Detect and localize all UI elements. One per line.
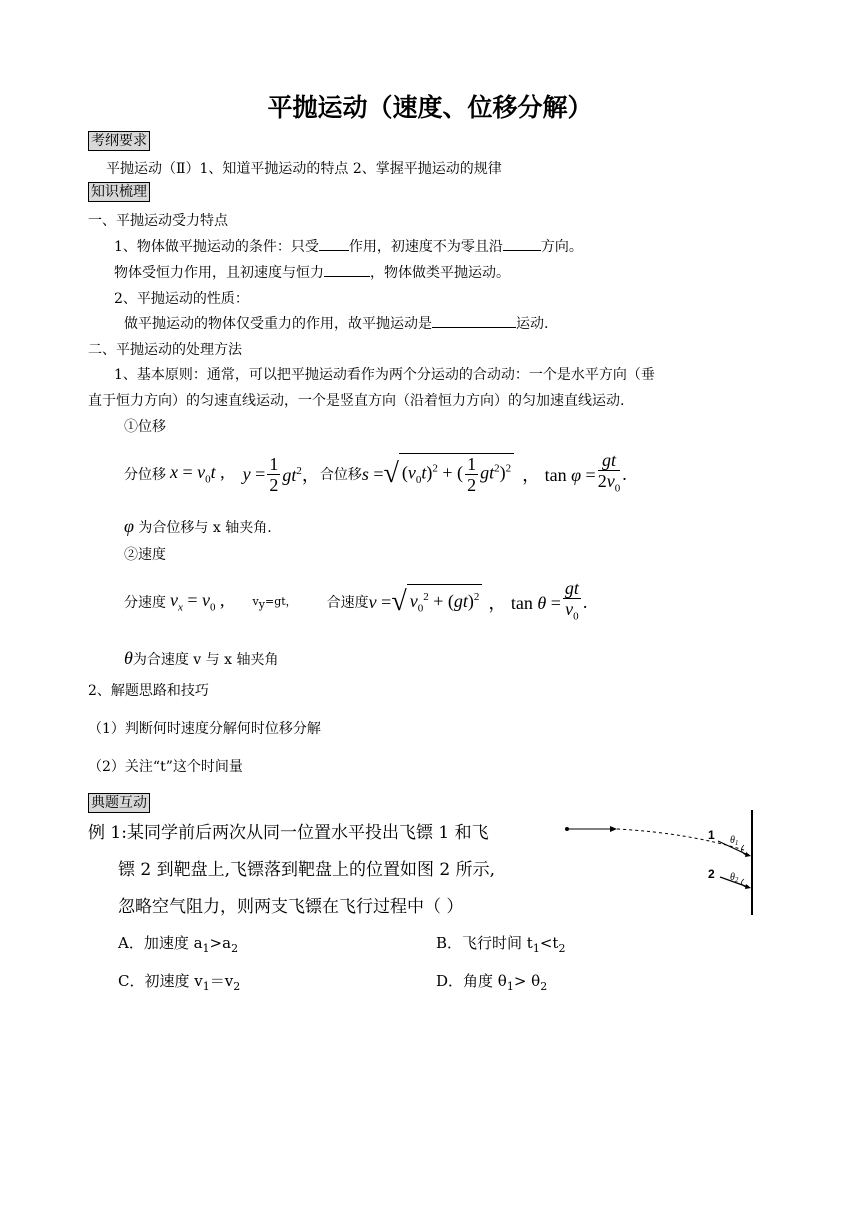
velocity-formula: 分速度 $v_x = v_0$ , $v_y=gt$， 合速度 v = √ $v_0^2 + (gt)^2$ ， tan θ = $\frac{gt}{v_0}$ .: [124, 577, 588, 623]
page-title: 平抛运动（速度、位移分解）: [267, 93, 593, 122]
option-c: C．初速度 $v_1=v_2$: [118, 972, 241, 993]
example-question-line-2: 镖 2 到靶盘上,飞镖落到靶盘上的位置如图 2 所示,: [118, 860, 496, 880]
trajectory-curve: [617, 829, 747, 851]
velocity-note: θ为合速度 v 与 x 轴夹角: [124, 648, 279, 668]
figure-theta-1: $\theta_1$: [730, 835, 739, 847]
tips-heading: 2、解题思路和技巧: [88, 683, 209, 699]
velocity-heading: ②速度: [124, 547, 166, 563]
dart-figure: [560, 805, 760, 920]
section-label-examples: 典题互动: [88, 793, 150, 813]
option-a: A．加速度 $a_1>a_2$: [118, 934, 239, 955]
tip-item-2: （2）关注“t”这个时间量: [88, 759, 243, 775]
requirements-text: 平抛运动（Ⅱ）1、知道平抛运动的特点 2、掌握平抛运动的规律: [106, 161, 502, 177]
knowledge-heading-1: 一、平抛运动受力特点: [88, 213, 228, 229]
knowledge-heading-2: 二、平抛运动的处理方法: [88, 342, 242, 358]
section-label-knowledge: 知识梳理: [88, 182, 150, 202]
class-projectile-line: 物体受恒力作用，且初速度与恒力 ，物体做类平抛运动。: [114, 262, 510, 282]
figure-label-1: 1: [708, 828, 715, 842]
nature-line: 做平抛运动的物体仅受重力的作用，故平抛运动是 运动.: [124, 313, 548, 333]
nature-heading: 2、平抛运动的性质：: [114, 291, 249, 307]
displacement-heading: ①位移: [124, 419, 166, 435]
principle-line-2: 直于恒力方向）的匀速直线运动，一个是竖直方向（沿着恒力方向）的匀加速直线运动.: [88, 393, 625, 409]
example-question-line-1: 例 1:某同学前后两次从同一位置水平投出飞镖 1 和飞: [88, 823, 489, 843]
condition-line: 1、物体做平抛运动的条件：只受 作用，初速度不为零且沿 方向。: [114, 236, 583, 256]
option-b: B．飞行时间 $t_1<t_2$: [436, 934, 566, 955]
figure-theta-2: $\theta_2$: [730, 872, 739, 884]
section-label-requirements: 考纲要求: [88, 131, 150, 151]
principle-line-1: 1、基本原则：通常，可以把平抛运动看作为两个分运动的合动动：一个是水平方向（垂: [114, 367, 655, 383]
displacement-note: φ 为合位移与 x 轴夹角.: [124, 516, 272, 536]
dart-2-tip: [745, 884, 751, 889]
tip-item-1: （1）判断何时速度分解何时位移分解: [88, 721, 321, 737]
displacement-formula: 分位移 $x = v_0t$ , y = $\frac{1}{2}$ $gt^2$， 合位移 s = √ $(v_0t)^2$ + ( $\frac{1}{2}$ $gt^2)^2$ ， tan φ = $\frac{gt}{2v_0}$ .: [124, 449, 627, 495]
launch-point: [565, 827, 569, 831]
figure-label-2: 2: [708, 867, 715, 881]
example-question-line-3: 忽略空气阻力，则两支飞镖在飞行过程中（ ）: [118, 897, 464, 917]
option-d: D．角度 $\theta_1> \theta_2$: [436, 972, 548, 993]
launch-arrowhead: [610, 826, 617, 832]
